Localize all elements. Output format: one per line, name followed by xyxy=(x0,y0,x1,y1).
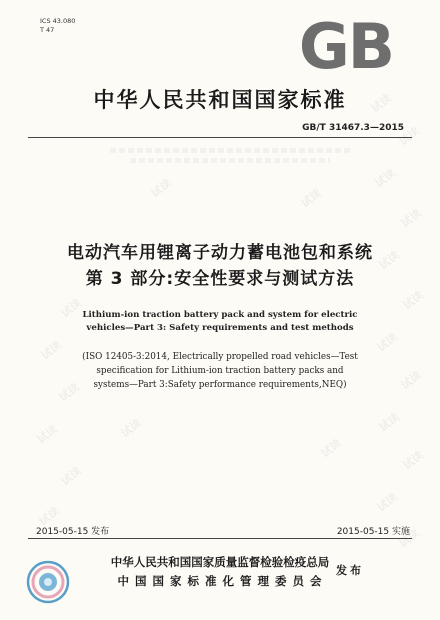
implementation-date: 2015-05-15 实施 xyxy=(336,527,410,537)
watermark-mark: 试读 xyxy=(372,166,398,191)
watermark-mark: 试读 xyxy=(374,490,400,515)
iso-reference-line2: specification for Lithium-ion traction battery packs and xyxy=(96,366,344,376)
release-label: 发布 xyxy=(336,564,364,577)
watermark-mark: 试读 xyxy=(396,526,422,551)
ics-classification xyxy=(40,17,75,35)
standards-seal-icon xyxy=(26,560,70,604)
watermark-mark: 试读 xyxy=(58,296,84,321)
page-title: 中华人民共和国国家标准 xyxy=(93,88,347,112)
gb-logo xyxy=(296,18,396,76)
watermark-mark: 试读 xyxy=(38,338,64,363)
watermark-mark: 试读 xyxy=(118,416,144,441)
watermark-mark: 试读 xyxy=(318,436,344,461)
ics-class: T 47 xyxy=(40,26,55,34)
gb-logo-text: GB xyxy=(298,18,394,76)
watermark-mark: 试读 xyxy=(400,288,426,313)
watermark-mark: 试读 xyxy=(376,410,402,435)
watermark-mark: 试读 xyxy=(398,206,424,231)
ics-code: ICS 43.080 xyxy=(40,17,76,25)
title-cn-line1: 电动汽车用锂离子动力蓄电池包和系统 xyxy=(67,243,373,263)
title-en-line1: Lithium-ion traction battery pack and system for electric xyxy=(82,310,358,320)
issue-date: 2015-05-15 发布 xyxy=(36,527,110,537)
watermark-mark: 试读 xyxy=(368,91,394,116)
watermark-mark: 试读 xyxy=(58,464,84,489)
header-divider xyxy=(28,137,412,138)
watermark-mark: 试读 xyxy=(400,448,426,473)
watermark-mark: 试读 xyxy=(374,330,400,355)
watermark-mark: 试读 xyxy=(376,248,402,273)
issuer-line2: 中 国 国 家 标 准 化 管 理 委 员 会 xyxy=(117,574,323,588)
faint-backprint xyxy=(110,148,350,153)
watermark-mark: 试读 xyxy=(398,368,424,393)
watermark-mark: 试读 xyxy=(148,176,174,201)
iso-reference-line1: (ISO 12405-3:2014, Electrically propelled road vehicles—Test xyxy=(82,352,358,362)
iso-reference-line3: systems—Part 3:Safety performance requirements,NEQ) xyxy=(93,380,347,390)
faint-backprint xyxy=(130,158,330,163)
watermark-mark: 试读 xyxy=(36,504,62,529)
watermark-mark: 试读 xyxy=(298,186,324,211)
issuer-line1: 中华人民共和国国家质量监督检验检疫总局 xyxy=(110,555,330,569)
watermark-mark: 试读 xyxy=(34,422,60,447)
standard-number: GB/T 31467.3—2015 xyxy=(302,123,404,133)
watermark-mark: 试读 xyxy=(56,380,82,405)
title-cn-line2: 第 3 部分:安全性要求与测试方法 xyxy=(85,269,355,289)
title-en-line2: vehicles—Part 3: Safety requirements and test methods xyxy=(86,323,354,333)
footer-divider xyxy=(28,538,412,539)
watermark-mark: 试读 xyxy=(396,124,422,149)
